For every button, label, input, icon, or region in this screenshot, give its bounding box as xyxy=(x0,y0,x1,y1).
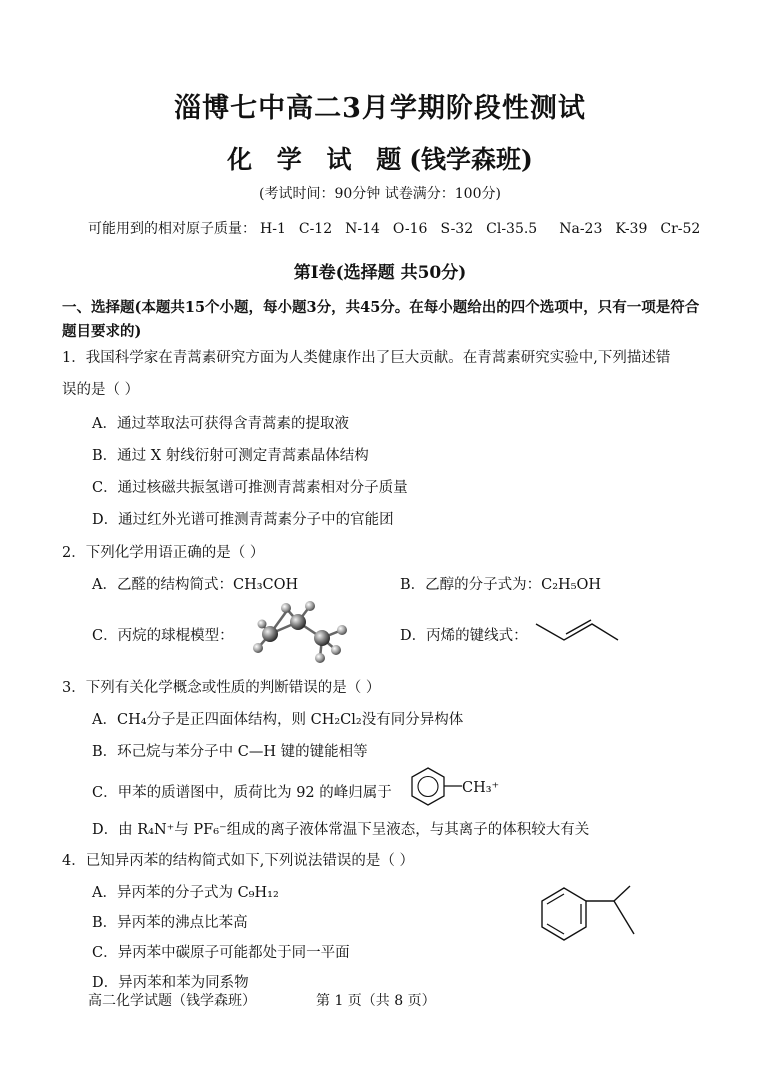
question-4-option-d: D．异丙苯和苯为同系物 xyxy=(92,975,249,991)
question-4-option-a: A．异丙苯的分子式为 C₉H₁₂ xyxy=(92,885,279,901)
question-2-option-b: B．乙醇的分子式为：C₂H₅OH xyxy=(400,577,602,593)
question-1-option-b: B．通过 X 射线衍射可测定青蒿素晶体结构 xyxy=(92,448,369,464)
question-4-option-c: C．异丙苯中碳原子可能都处于同一平面 xyxy=(92,945,350,961)
question-3-option-b: B．环己烷与苯分子中 C—H 键的键能相等 xyxy=(92,744,368,760)
mass-item: K-39 xyxy=(615,221,648,237)
question-1-option-c: C．通过核磁共振氢谱可推测青蒿素相对分子质量 xyxy=(92,480,408,496)
question-4-stem: 4．已知异丙苯的结构简式如下,下列说法错误的是（ ） xyxy=(62,853,414,869)
propene-skeletal-formula-icon xyxy=(536,620,620,644)
question-3-option-d: D．由 R₄N⁺与 PF₆⁻组成的离子液体常温下呈液态，与其离子的体积较大有关 xyxy=(92,822,590,838)
exam-info: (考试时间：90分钟 试卷满分：100分) xyxy=(259,186,501,202)
propane-ball-stick-model-icon xyxy=(238,600,358,666)
mass-item: H-1 xyxy=(260,221,286,237)
exam-title: 淄博七中高二3月学期阶段性测试 xyxy=(174,93,586,124)
question-2-option-a: A．乙醛的结构简式：CH₃COH xyxy=(92,577,299,593)
mass-item: Cr-52 xyxy=(660,221,701,237)
question-2-option-d: D．丙烯的键线式： xyxy=(400,628,528,644)
question-1-option-d: D．通过红外光谱可推测青蒿素分子中的官能团 xyxy=(92,512,394,528)
footer-page-number: 第 1 页（共 8 页） xyxy=(316,993,436,1009)
section-title: 第I卷(选择题 共50分) xyxy=(293,263,467,283)
atomic-masses xyxy=(88,218,713,238)
section-instructions: 一、选择题(本题共15个小题，每小题3分，共45分。在每小题给出的四个选项中，只有一项是符合题目要求的) xyxy=(62,299,700,340)
mass-item: C-12 xyxy=(298,221,333,237)
mass-item: Na-23 xyxy=(559,221,603,237)
exam-subtitle xyxy=(0,140,760,176)
question-3-option-a: A．CH₄分子是正四面体结构，则 CH₂Cl₂没有同分异构体 xyxy=(92,712,464,728)
question-1-stem: 1．我国科学家在青蒿素研究方面为人类健康作出了巨大贡献。在青蒿素研究实验中,下列描述错 xyxy=(62,350,671,366)
question-2-option-c: C．丙烷的球棍模型： xyxy=(92,628,234,644)
question-3-option-c: C．甲苯的质谱图中，质荷比为 92 的峰归属于 xyxy=(92,785,392,801)
subject-title: 化 学 试 题 xyxy=(227,145,410,174)
footer-course: 高二化学试题（钱学森班） xyxy=(88,993,256,1009)
question-4-option-b: B．异丙苯的沸点比苯高 xyxy=(92,915,248,931)
mass-item: O-16 xyxy=(392,221,428,237)
atomic-masses-label: 可能用到的相对原子质量： xyxy=(88,221,256,237)
class-name: (钱学森班) xyxy=(409,145,533,174)
methyl-cation-label: CH₃⁺ xyxy=(462,780,500,796)
mass-item: S-32 xyxy=(440,221,474,237)
question-2-stem: 2．下列化学用语正确的是（ ） xyxy=(62,545,265,561)
toluene-cation-structure-icon xyxy=(410,766,470,812)
mass-item: Cl-35.5 xyxy=(486,221,538,237)
question-3-stem: 3．下列有关化学概念或性质的判断错误的是（ ） xyxy=(62,680,381,696)
question-1-option-a: A．通过萃取法可获得含青蒿素的提取液 xyxy=(92,416,349,432)
cumene-structure-icon xyxy=(536,884,646,946)
mass-item: N-14 xyxy=(345,221,380,237)
question-1-stem-cont: 误的是（ ） xyxy=(62,382,140,398)
page-footer xyxy=(88,990,496,1010)
